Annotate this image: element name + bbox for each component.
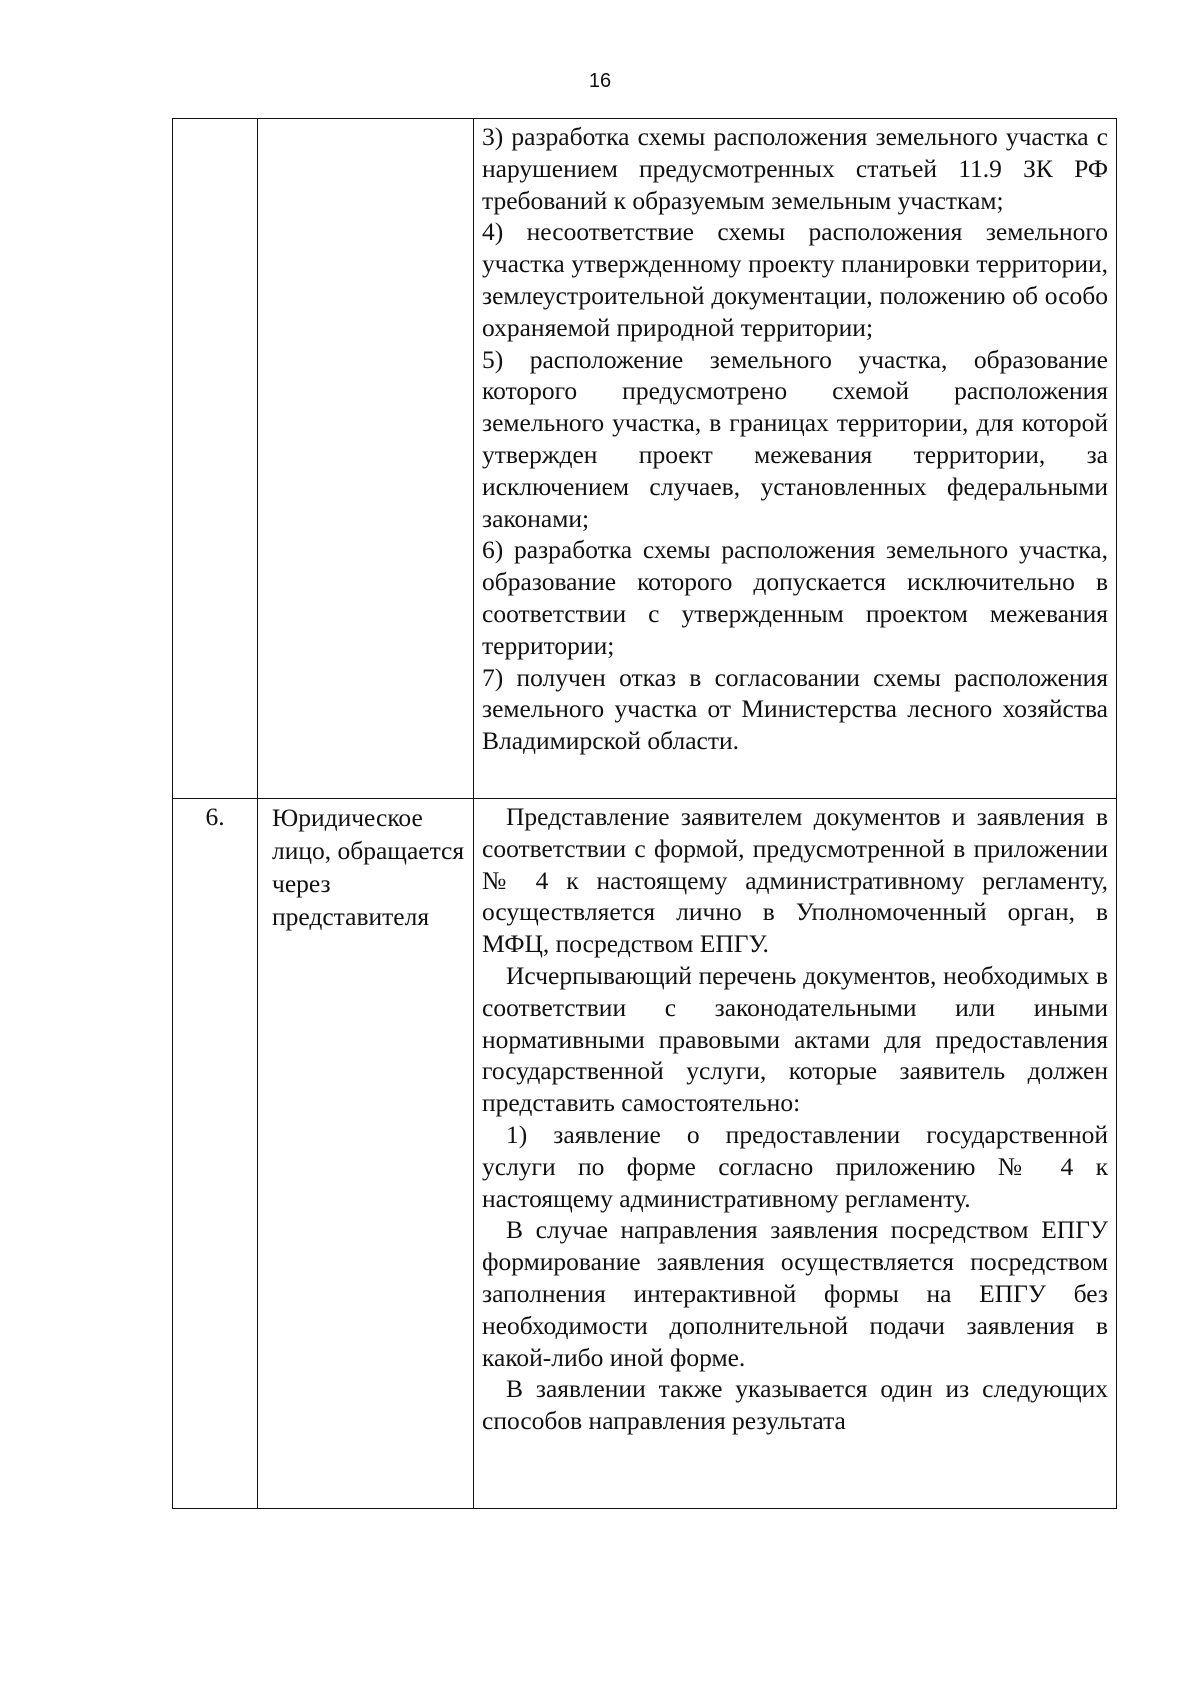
list-item: 7) получен отказ в согласовании схемы расположения земельного участка от Министерства лесного хозяйства Владимирской области. [482,662,1108,756]
paragraph: В случае направления заявления посредством ЕПГУ формирование заявления осуществляется посредством заполнения интерактивной формы на ЕПГУ без необходимости дополнительной подачи заявления в какой-либо иной форме. [482,1215,1108,1372]
list-item: 5) расположение земельного участка, образование которого предусмотрено схемой расположения земельного участка, в границах территории, для которой утвержден проект межевания территории, за исключением случаев, установленных федеральными законами; [482,344,1108,533]
list-item: 3) разработка схемы расположения земельного участка с нарушением предусмотренных статьей 11.9 ЗК РФ требований к образуемым земельным участкам; [482,122,1108,215]
paragraph: 1) заявление о предоставлении государственной услуги по форме согласно приложению № 4 к настоящему административному регламенту. [482,1119,1108,1213]
paragraph: В заявлении также указывается один из следующих способов направления результата [482,1374,1108,1436]
applicant-cell [258,119,474,799]
conditions-cell [474,799,1117,1509]
table-row [173,119,1117,799]
row-number-cell: 6. [173,799,258,1509]
row-number-cell [173,119,258,799]
paragraph: Исчерпывающий перечень документов, необходимых в соответствии с законодательными или иными нормативными правовыми актами для предоставления государственной услуги, которые заявитель должен представить самостоятельно: [482,960,1108,1118]
table-row [173,799,1117,1509]
applicant-cell: Юридическое лицо, обращается через представителя [258,799,474,1509]
list-item: 6) разработка схемы расположения земельного участка, образование которого допускается исключительно в соответствии с утвержденным проектом межевания территории; [482,535,1108,660]
conditions-cell [474,119,1117,799]
list-item: 4) несоответствие схемы расположения земельного участка утвержденному проекту планировки территории, землеустроительной документации, положению об особо охраняемой природной территории; [482,217,1108,342]
paragraph: Представление заявителем документов и заявления в соответствии с формой, предусмотренной в приложении № 4 к настоящему административному регламенту, осуществляется лично в Уполномоченный орган, в МФЦ, посредством ЕПГУ. [482,802,1108,959]
page-number: 16 [588,70,612,92]
document-table [172,118,1117,1509]
